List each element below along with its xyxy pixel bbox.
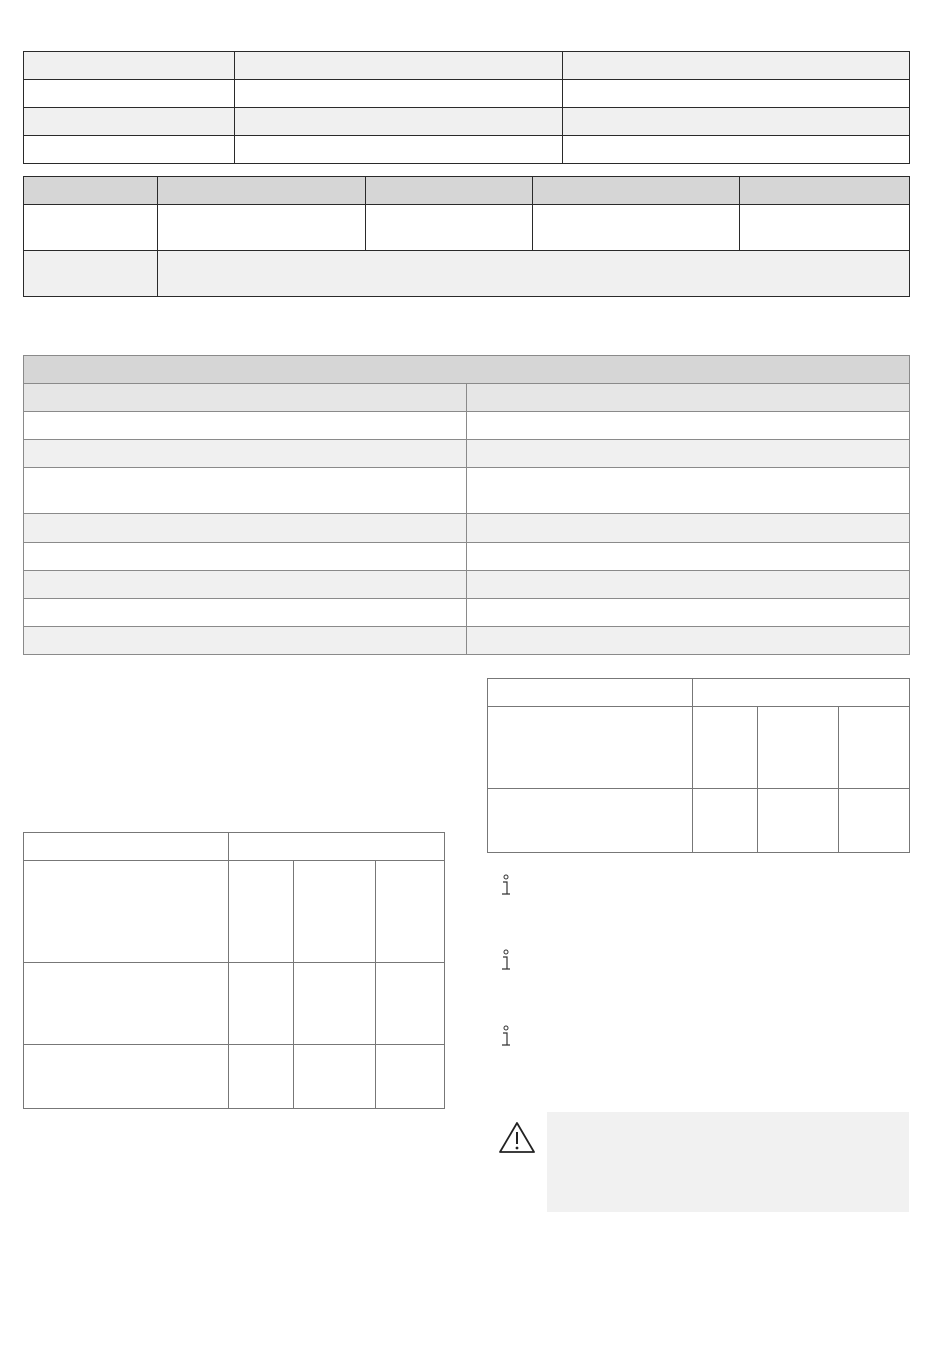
table-cell (24, 599, 467, 627)
header-cell (24, 384, 467, 412)
header-cell (488, 679, 693, 707)
table-header-row (24, 833, 445, 861)
table-cell (235, 108, 563, 136)
table-cell (229, 1045, 294, 1109)
table-2 (23, 176, 910, 297)
header-cell (467, 384, 910, 412)
table-cell (24, 514, 467, 543)
table-row (24, 136, 910, 164)
table-5 (487, 678, 910, 853)
table-row (24, 412, 910, 440)
table-cell (467, 468, 910, 514)
table-cell (563, 108, 910, 136)
table-cell (467, 440, 910, 468)
table-cell (533, 205, 740, 251)
table-cell (467, 599, 910, 627)
table-cell (693, 707, 758, 789)
table-cell (366, 205, 533, 251)
table-cell (467, 514, 910, 543)
table-row (24, 205, 910, 251)
table-cell (563, 52, 910, 80)
table-row (488, 789, 910, 853)
table-cell (24, 108, 235, 136)
info-icon (498, 949, 514, 973)
table-cell (229, 963, 294, 1045)
table-cell (488, 789, 693, 853)
table-cell (24, 571, 467, 599)
table-header-row (24, 384, 910, 412)
table-cell (235, 80, 563, 108)
table-row (24, 440, 910, 468)
table-title (24, 356, 910, 384)
table-row (24, 627, 910, 655)
table-row (24, 251, 910, 297)
table-cell (24, 543, 467, 571)
table-cell (376, 963, 445, 1045)
table-header-row (488, 679, 910, 707)
header-cell (24, 833, 229, 861)
header-cell (366, 177, 533, 205)
header-cell (24, 177, 158, 205)
table-cell (24, 627, 467, 655)
table-row (24, 514, 910, 543)
table-cell (158, 205, 366, 251)
table-cell (294, 963, 376, 1045)
header-cell (158, 177, 366, 205)
table-row (24, 80, 910, 108)
table-cell (24, 963, 229, 1045)
table-1 (23, 51, 910, 164)
table-row (488, 707, 910, 789)
table-row (24, 599, 910, 627)
table-cell (24, 861, 229, 963)
table-cell (24, 251, 158, 297)
table-row (24, 861, 445, 963)
table-cell (24, 136, 235, 164)
table-title-row (24, 356, 910, 384)
table-row (24, 963, 445, 1045)
table-cell (376, 861, 445, 963)
table-cell (229, 861, 294, 963)
table-header-row (24, 177, 910, 205)
table-cell (839, 789, 910, 853)
table-row (24, 571, 910, 599)
table-cell (294, 861, 376, 963)
table-cell (467, 627, 910, 655)
table-cell (563, 136, 910, 164)
table-cell (758, 707, 839, 789)
header-cell (229, 833, 445, 861)
table-row (24, 543, 910, 571)
header-cell (740, 177, 910, 205)
table-cell (693, 789, 758, 853)
table-row (24, 468, 910, 514)
table-3 (23, 355, 910, 655)
table-cell (24, 52, 235, 80)
table-cell (294, 1045, 376, 1109)
table-cell (740, 205, 910, 251)
table-cell (24, 80, 235, 108)
table-cell (467, 571, 910, 599)
header-cell (533, 177, 740, 205)
table-cell (563, 80, 910, 108)
table-cell (24, 1045, 229, 1109)
table-cell (24, 412, 467, 440)
table-row (24, 108, 910, 136)
table-cell (488, 707, 693, 789)
table-cell (235, 52, 563, 80)
table-4 (23, 832, 445, 1109)
table-cell (24, 468, 467, 514)
table-cell (467, 543, 910, 571)
info-icon (498, 1025, 514, 1049)
table-cell (758, 789, 839, 853)
info-icon (498, 874, 514, 898)
table-cell (467, 412, 910, 440)
header-cell (693, 679, 910, 707)
table-cell (839, 707, 910, 789)
table-row (24, 1045, 445, 1109)
warning-triangle-icon (497, 1120, 537, 1156)
table-cell (376, 1045, 445, 1109)
table-cell (24, 440, 467, 468)
table-cell (24, 205, 158, 251)
table-row (24, 52, 910, 80)
table-cell (235, 136, 563, 164)
table-cell (158, 251, 910, 297)
warning-box (487, 1112, 909, 1212)
